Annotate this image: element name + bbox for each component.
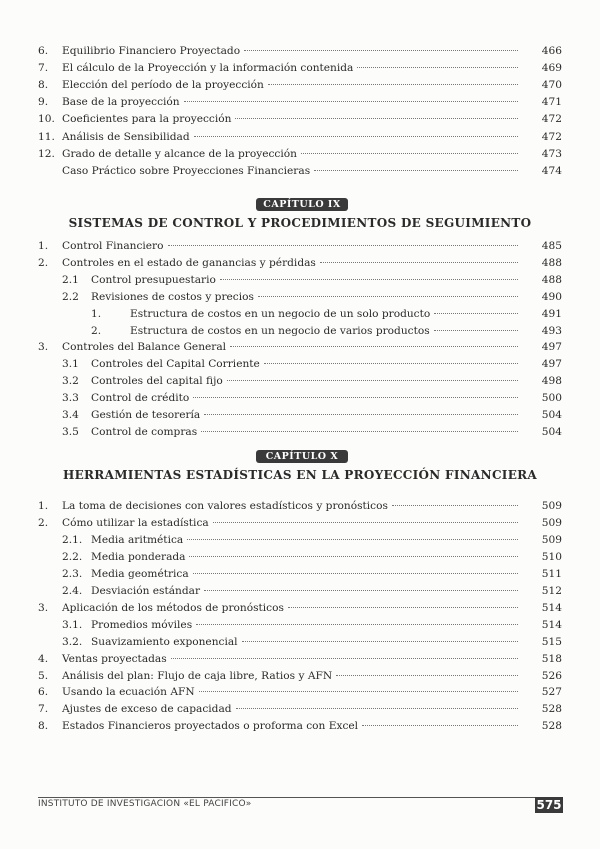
- toc-entry-number: 3.2: [62, 375, 79, 388]
- toc-entry-number: 7.: [38, 703, 49, 716]
- toc-entry-title: Estructura de costos en un negocio de un solo producto: [130, 307, 431, 320]
- toc-entry: [0, 255, 600, 271]
- toc-entry-title: Aplicación de los métodos de pronósticos: [62, 601, 284, 614]
- dot-leader: [320, 262, 518, 263]
- toc-entry-title: Controles del Balance General: [62, 341, 227, 354]
- toc-entry-title: Media ponderada: [91, 550, 186, 563]
- toc-entry-number: 2.4.: [62, 584, 83, 597]
- toc-entry-number: 8.: [38, 720, 49, 733]
- toc-entry-page: 509: [541, 533, 562, 546]
- toc-entry-title: Controles en el estado de ganancias y pérdidas: [62, 256, 316, 269]
- toc-entry-page: 472: [541, 113, 562, 126]
- toc-entry-page: 470: [541, 79, 562, 92]
- toc-entry-page: 488: [541, 273, 562, 286]
- toc-entry-title: Coeficientes para la proyección: [62, 113, 232, 126]
- toc-entry-page: 526: [541, 669, 562, 682]
- toc-entry-page: 510: [541, 550, 562, 563]
- toc-entry: [0, 515, 600, 531]
- toc-entry-title: Cómo utilizar la estadística: [62, 516, 209, 529]
- toc-entry-title: Controles del capital fijo: [91, 375, 223, 388]
- toc-entry-title: Revisiones de costos y precios: [91, 290, 254, 303]
- toc-entry: [0, 289, 600, 305]
- toc-entry-title: Control de crédito: [91, 392, 190, 405]
- toc-entry-title: Base de la proyección: [62, 96, 180, 109]
- toc-entry: [0, 634, 600, 650]
- dot-leader: [194, 136, 518, 137]
- toc-entry-page: 497: [541, 358, 562, 371]
- toc-entry-number: 2.: [38, 516, 49, 529]
- toc-entry-title: Desviación estándar: [91, 584, 201, 597]
- toc-entry-number: 1.: [91, 307, 102, 320]
- dot-leader: [193, 397, 518, 398]
- toc-entry-page: 528: [541, 720, 562, 733]
- toc-entry-page: 472: [541, 130, 562, 143]
- toc-entry-page: 491: [541, 307, 562, 320]
- toc-entry-number: 4.: [38, 652, 49, 665]
- toc-entry-title: Control Financiero: [62, 240, 164, 252]
- toc-entry-title: Análisis de Sensibilidad: [62, 130, 190, 143]
- footer-page-number: 575: [536, 798, 562, 812]
- dot-leader: [227, 380, 518, 381]
- toc-entry-page: 509: [541, 500, 562, 512]
- toc-entry-page: 469: [541, 62, 562, 75]
- dot-leader: [230, 346, 518, 347]
- toc-entry-page: 514: [541, 601, 562, 614]
- toc-entry-page: 493: [541, 324, 562, 337]
- toc-entry-page: 497: [541, 341, 562, 354]
- toc-entry: [0, 407, 600, 423]
- toc-entry-page: 528: [541, 703, 562, 716]
- chapter-9-badge: CAPÍTULO IX: [256, 198, 348, 211]
- toc-entry-number: 2.: [38, 256, 49, 269]
- toc-entry-number: 1.: [38, 240, 49, 252]
- toc-entry-number: 3.: [38, 341, 49, 354]
- dot-leader: [168, 245, 519, 246]
- toc-entry: [0, 566, 600, 582]
- toc-entry-title: Gestión de tesorería: [91, 409, 201, 421]
- toc-entry-page: 518: [541, 652, 562, 665]
- dot-leader: [184, 101, 518, 102]
- toc-entry-page: 488: [541, 256, 562, 269]
- toc-entry-title: Caso Práctico sobre Proyecciones Financieras: [62, 164, 311, 177]
- toc-entry-title: El cálculo de la Proyección y la información contenida: [62, 62, 354, 75]
- toc-entry-title: Controles del Capital Corriente: [91, 358, 260, 371]
- toc-entry: [0, 701, 600, 717]
- toc-entry-title: Equilibrio Financiero Proyectado: [62, 45, 241, 57]
- dot-leader: [268, 84, 518, 85]
- toc-entry-page: 490: [541, 290, 562, 303]
- toc-entry: [0, 668, 600, 684]
- toc-entry-number: 2.2: [62, 290, 79, 303]
- toc-entry-page: 474: [541, 164, 562, 177]
- toc-entry-number: 2.1.: [62, 533, 83, 546]
- toc-entry: [0, 146, 600, 162]
- dot-leader: [187, 539, 518, 540]
- toc-entry-title: Elección del período de la proyección: [62, 79, 264, 92]
- toc-entry-title: Estructura de costos en un negocio de varios productos: [130, 324, 430, 337]
- dot-leader: [301, 153, 518, 154]
- toc-entry-number: 3.1.: [62, 618, 83, 631]
- toc-entry-number: 2.3.: [62, 567, 83, 580]
- dot-leader: [264, 363, 518, 364]
- dot-leader: [193, 573, 518, 574]
- chapter-10-title: HERRAMIENTAS ESTADÍSTICAS EN LA PROYECCIÓN FINANCIERA: [62, 468, 538, 482]
- toc-entry-number: 3.: [38, 601, 49, 614]
- dot-leader: [244, 50, 518, 51]
- toc-entry-page: 500: [541, 392, 562, 405]
- toc-entry: [0, 323, 600, 339]
- toc-entry-page: 515: [541, 635, 562, 648]
- dot-leader: [235, 118, 518, 119]
- dot-leader: [171, 658, 518, 659]
- toc-entry-number: 10.: [38, 113, 55, 126]
- toc-entry-title: Control de compras: [91, 425, 198, 438]
- toc-entry-number: 3.5: [62, 425, 79, 438]
- dot-leader: [434, 330, 518, 331]
- toc-entry-page: 511: [541, 567, 562, 580]
- toc-entry-page: 527: [541, 686, 562, 699]
- toc-entry-page: 498: [541, 375, 562, 388]
- toc-entry: [0, 600, 600, 616]
- toc-entry-number: 6.: [38, 686, 49, 699]
- toc-entry-number: 11.: [38, 130, 55, 143]
- dot-leader: [213, 522, 518, 523]
- toc-entry-number: 8.: [38, 79, 49, 92]
- toc-entry-page: 514: [541, 618, 562, 631]
- toc-entry: [0, 718, 600, 734]
- toc-entry-title: Estados Financieros proyectados o proforma con Excel: [62, 720, 359, 733]
- toc-entry: [0, 306, 600, 322]
- dot-leader: [204, 414, 518, 415]
- toc-entry-number: 2.2.: [62, 550, 83, 563]
- toc-entry: [0, 238, 600, 254]
- toc-entry: [0, 60, 600, 76]
- toc-entry: [0, 583, 600, 599]
- dot-leader: [288, 607, 518, 608]
- toc-entry: [0, 498, 600, 514]
- toc-entry-page: 473: [541, 147, 562, 160]
- dot-leader: [189, 556, 518, 557]
- dot-leader: [242, 641, 518, 642]
- toc-entry-number: 3.1: [62, 358, 79, 371]
- toc-entry-number: 7.: [38, 62, 49, 75]
- toc-entry: [0, 94, 600, 110]
- toc-entry-title: Control presupuestario: [91, 273, 216, 286]
- dot-leader: [199, 691, 518, 692]
- toc-entry-number: 1.: [38, 500, 49, 512]
- toc-entry-number: 6.: [38, 45, 49, 57]
- toc-entry-number: 9.: [38, 96, 49, 109]
- toc-entry-title: Grado de detalle y alcance de la proyección: [62, 147, 297, 160]
- toc-entry: [0, 424, 600, 440]
- chapter-9-title: SISTEMAS DE CONTROL Y PROCEDIMIENTOS DE SEGUIMIENTO: [68, 216, 532, 230]
- toc-entry-number: 5.: [38, 669, 49, 682]
- toc-entry: [0, 163, 600, 179]
- dot-leader: [196, 624, 518, 625]
- toc-entry-title: Ajustes de exceso de capacidad: [62, 703, 232, 716]
- toc-entry-title: Suavizamiento exponencial: [91, 635, 238, 648]
- toc-entry-title: La toma de decisiones con valores estadísticos y pronósticos: [62, 500, 388, 512]
- toc-entry: [0, 390, 600, 406]
- toc-entry: [0, 356, 600, 372]
- toc-entry-title: Promedios móviles: [91, 618, 193, 631]
- toc-entry: [0, 651, 600, 667]
- toc-entry-title: Análisis del plan: Flujo de caja libre, Ratios y AFN: [62, 669, 333, 682]
- toc-entry-page: 504: [541, 409, 562, 421]
- toc-entry-page: 471: [541, 96, 562, 109]
- toc-entry: [0, 339, 600, 355]
- toc-entry-title: Media aritmética: [91, 533, 184, 546]
- toc-entry-title: Ventas proyectadas: [62, 652, 167, 665]
- toc-entry-page: 466: [541, 45, 562, 57]
- toc-entry-number: 2.: [91, 324, 102, 337]
- toc-entry-number: 12.: [38, 147, 55, 160]
- dot-leader: [314, 170, 518, 171]
- toc-entry: [0, 532, 600, 548]
- toc-entry: [0, 272, 600, 288]
- toc-entry: [0, 617, 600, 633]
- dot-leader: [357, 67, 518, 68]
- chapter-10-badge: CAPÍTULO X: [256, 450, 348, 463]
- toc-entry-page: 512: [541, 584, 562, 597]
- dot-leader: [392, 505, 518, 506]
- toc-entry: [0, 111, 600, 127]
- toc-entry-page: 504: [541, 425, 562, 438]
- toc-entry: [0, 43, 600, 59]
- toc-entry: [0, 549, 600, 565]
- toc-entry-page: 485: [541, 240, 562, 252]
- dot-leader: [201, 431, 518, 432]
- dot-leader: [204, 590, 518, 591]
- toc-entry: [0, 77, 600, 93]
- toc-entry-number: 3.2.: [62, 635, 83, 648]
- toc-entry-number: 3.3: [62, 392, 79, 405]
- dot-leader: [236, 708, 518, 709]
- dot-leader: [434, 313, 518, 314]
- dot-leader: [258, 296, 518, 297]
- toc-entry-title: Usando la ecuación AFN: [62, 686, 195, 699]
- toc-entry: [0, 373, 600, 389]
- footer-institution: INSTITUTO DE INVESTIGACION «EL PACIFICO»: [38, 799, 252, 809]
- dot-leader: [336, 675, 518, 676]
- footer-rule: [38, 797, 562, 798]
- toc-entry-number: 2.1: [62, 273, 79, 286]
- toc-entry: [0, 129, 600, 145]
- dot-leader: [362, 725, 518, 726]
- toc-entry-page: 509: [541, 516, 562, 529]
- toc-entry: [0, 684, 600, 700]
- dot-leader: [220, 279, 518, 280]
- toc-entry-title: Media geométrica: [91, 567, 189, 580]
- toc-entry-number: 3.4: [62, 409, 79, 421]
